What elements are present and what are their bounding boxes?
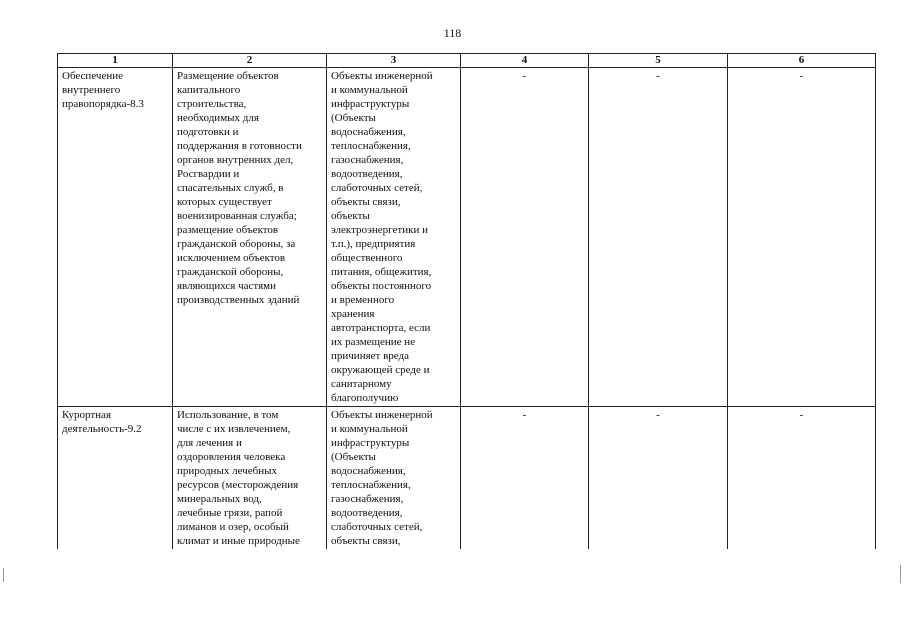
column-header-1: 1 — [58, 54, 173, 68]
scan-edge-mark-right — [900, 565, 901, 583]
cell-text: Размещение объектов капитального строительства, необходимых для подготовки и поддержания в готовности органов внутренних дел, Росгвардии и спасательных служб, в которых существует военизированная служба; размещение объектов гражданской обороны, за исключением объектов гражданской обороны, являющихся частями производственных зданий — [177, 70, 302, 306]
cell-description — [173, 407, 327, 550]
page-number: 118 — [443, 26, 462, 40]
column-header-4: 4 — [461, 54, 589, 68]
cell-description — [173, 68, 327, 407]
column-header-5: 5 — [589, 54, 728, 68]
cell-text: Объекты инженерной и коммунальной инфраструктуры (Объекты водоснабжения, теплоснабжения, газоснабжения, водоотведения, слаботочных сетей, объекты связи, — [331, 409, 433, 547]
cell-text: Объекты инженерной и коммунальной инфраструктуры (Объекты водоснабжения, теплоснабжения, газоснабжения, водоотведения, слаботочных сетей, объекты связи, объекты электроэнергетики и т.п.), предприятия общественного питания, общежития, объекты постоянного и временного хранения автотранспорта, если их размещение не причиняет вреда окружающей среде и санитарному благополучию — [331, 70, 433, 404]
cell-use-type — [58, 68, 173, 407]
cell-auxiliary-uses — [327, 407, 461, 550]
cell-col-4: - — [461, 68, 589, 407]
cell-text: Курортная деятельность-9.2 — [62, 409, 142, 435]
cell-col-5: - — [589, 407, 728, 550]
table-row — [58, 68, 876, 407]
zoning-table — [57, 53, 876, 549]
cell-auxiliary-uses — [327, 68, 461, 407]
column-header-2: 2 — [173, 54, 327, 68]
cell-text: Использование, в том числе с их извлечением, для лечения и оздоровления человека природных лечебных ресурсов (месторождения минеральных вод, лечебные грязи, рапой лиманов и озер, особый климат и иные природные — [177, 409, 300, 547]
cell-col-4: - — [461, 407, 589, 550]
cell-text: Обеспечение внутреннего правопорядка-8.3 — [62, 70, 144, 110]
cell-col-6: - — [728, 68, 876, 407]
table-row — [58, 407, 876, 550]
cell-col-5: - — [589, 68, 728, 407]
scan-edge-mark-left — [3, 568, 4, 582]
cell-use-type — [58, 407, 173, 550]
column-header-6: 6 — [728, 54, 876, 68]
column-header-3: 3 — [327, 54, 461, 68]
cell-col-6: - — [728, 407, 876, 550]
header-row — [58, 54, 876, 68]
